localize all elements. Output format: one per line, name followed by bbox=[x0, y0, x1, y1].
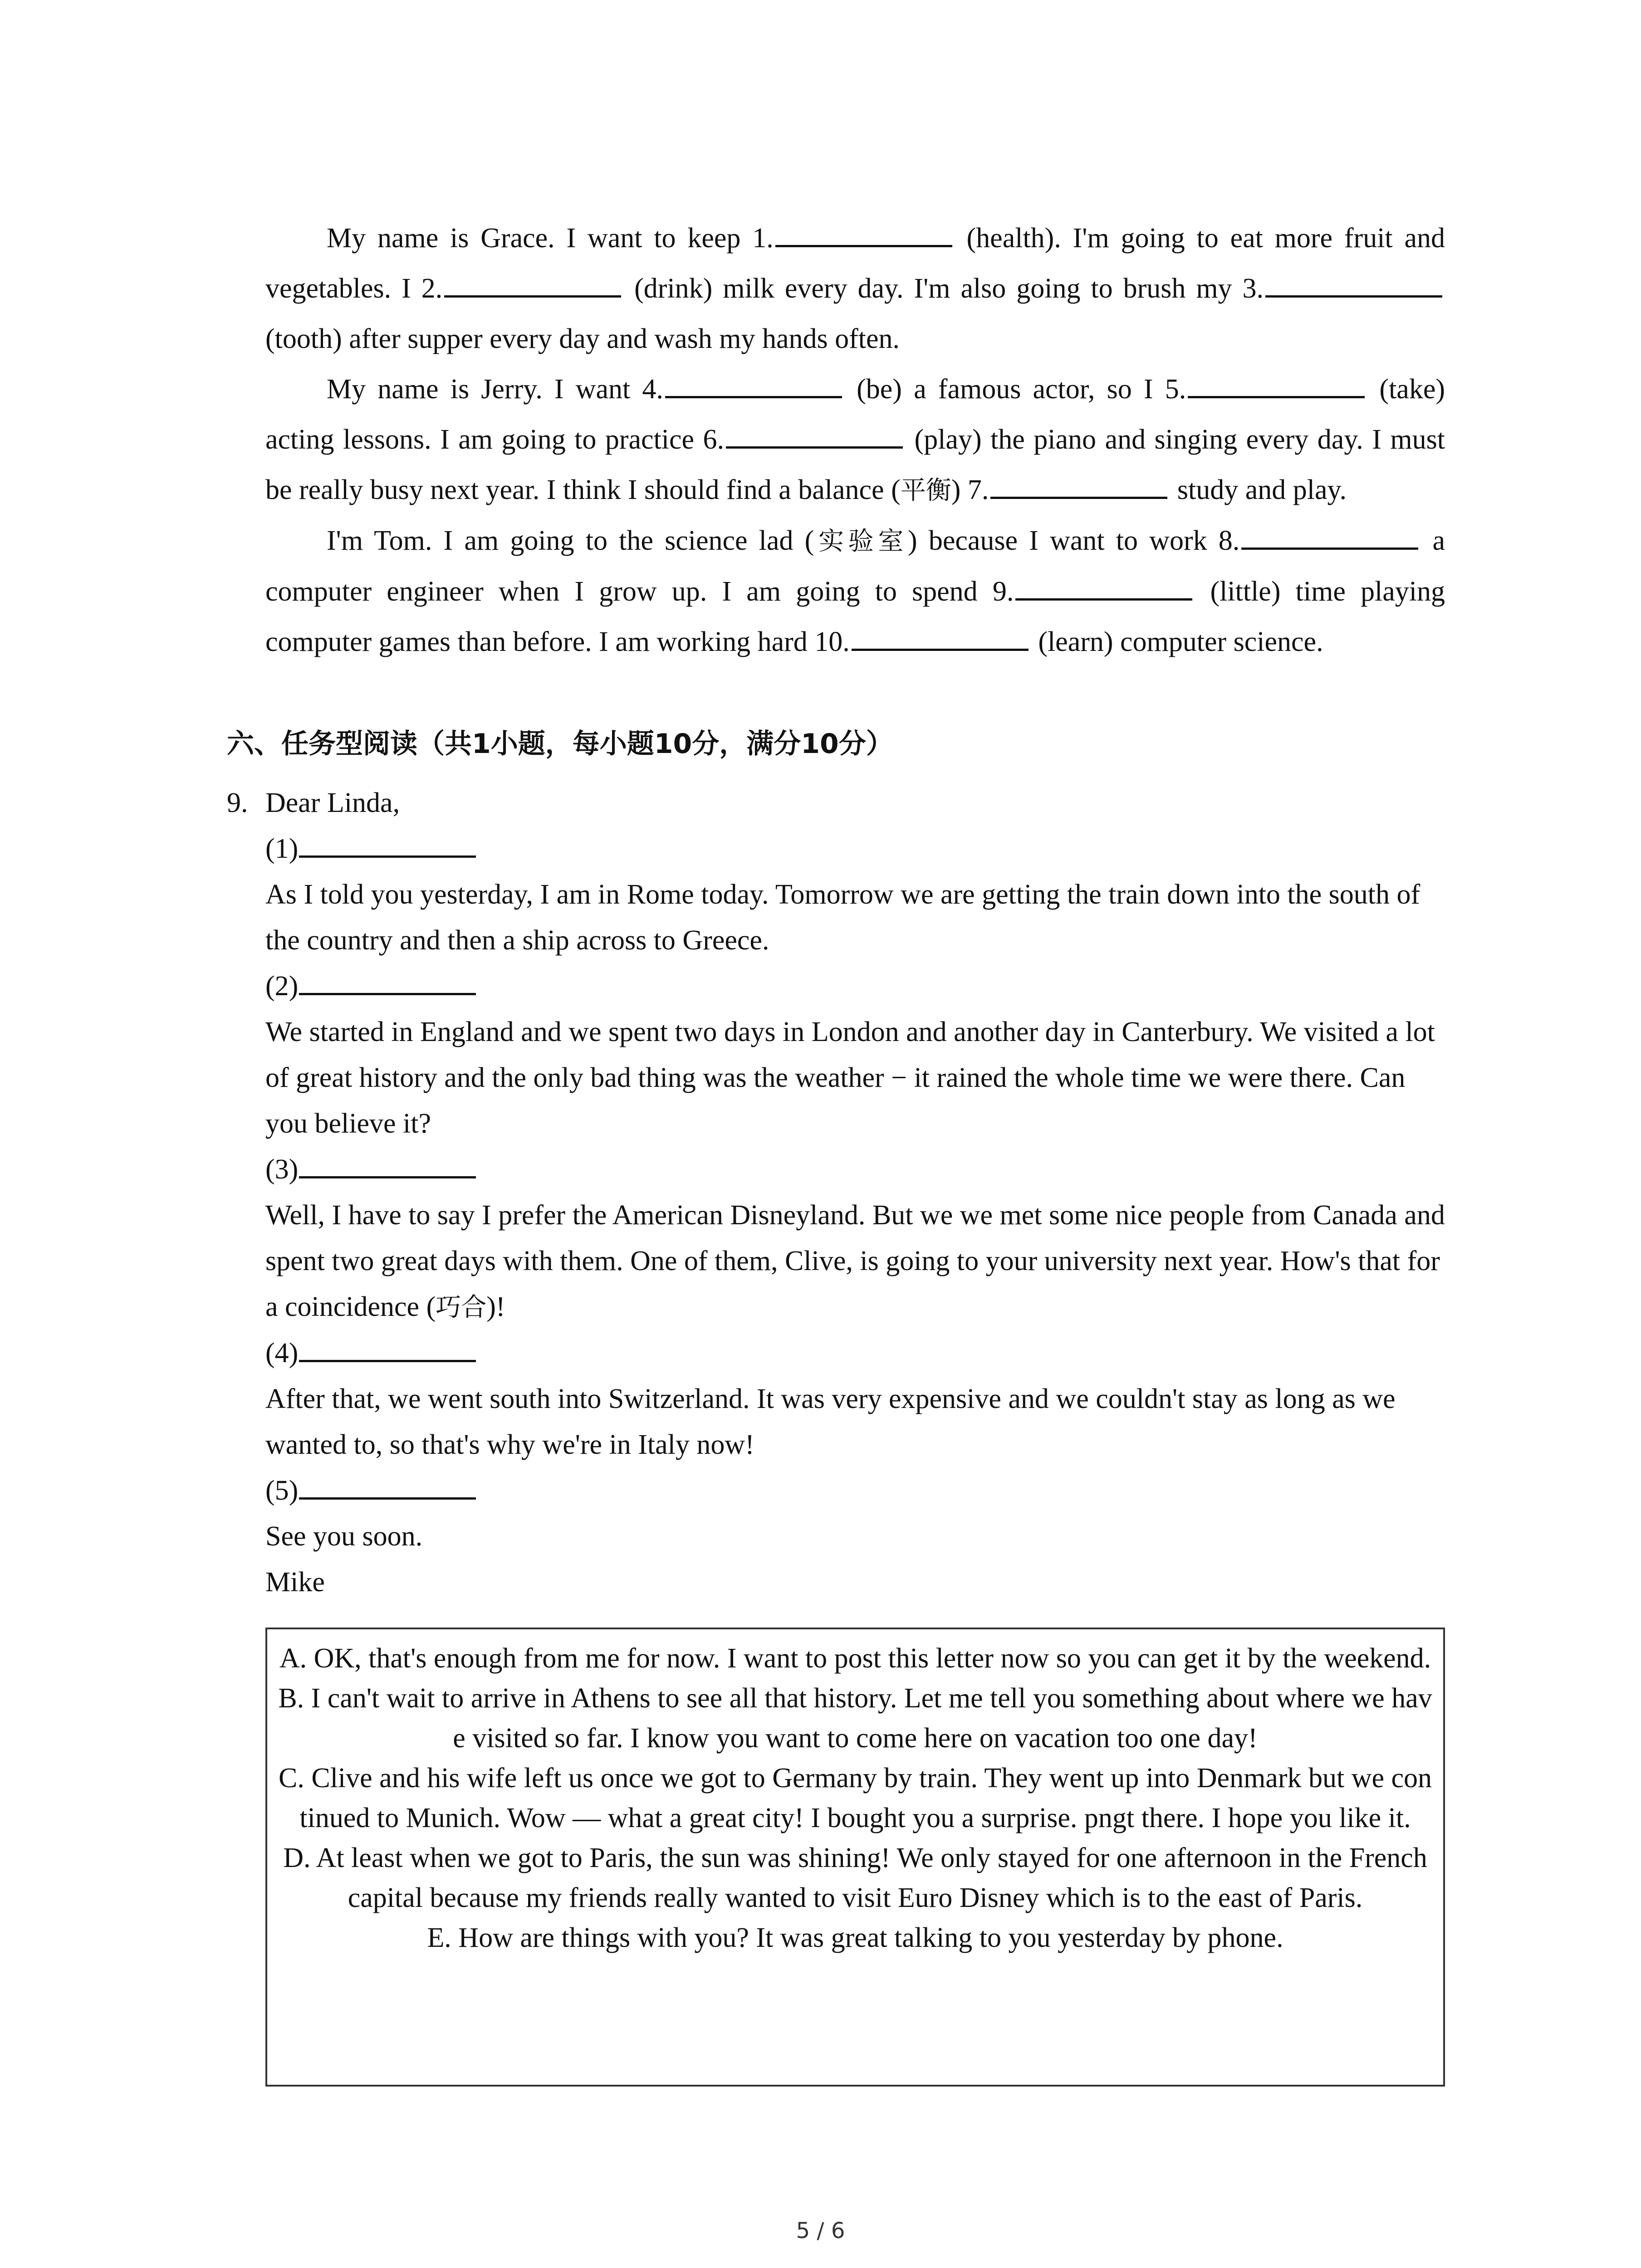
passage-text: (health). I'm going to eat more fruit and vegetables. I 2. bbox=[265, 223, 1445, 304]
passage-text: (take) acting lessons. I am going to practice 6. bbox=[265, 374, 1445, 455]
grace-paragraph bbox=[265, 213, 1445, 364]
signature: Mike bbox=[265, 1567, 325, 1598]
slot-4-blank[interactable] bbox=[299, 1332, 476, 1362]
jerry-paragraph bbox=[265, 364, 1445, 516]
passage-text: (be) a famous actor, so I 5. bbox=[844, 374, 1186, 405]
letter-paragraph: After that, we went south into Switzerland. It was very expensive and we couldn't stay as long as we wanted to, so that's why we're in Italy now! bbox=[265, 1383, 1396, 1460]
passage-text: (learn) computer science. bbox=[1031, 626, 1323, 657]
slot-1-blank[interactable] bbox=[299, 827, 476, 858]
letter-paragraph bbox=[265, 1193, 1447, 1330]
chinese-gloss: 实验室 bbox=[814, 527, 908, 556]
answer-blank-7[interactable] bbox=[990, 469, 1167, 499]
option-e: E. How are things with you? It was great talking to you yesterday by phone. bbox=[427, 1922, 1283, 1953]
slot-label: (4) bbox=[265, 1338, 299, 1369]
passage-text: My name is Grace. I want to keep 1. bbox=[327, 223, 774, 254]
slot-label: (5) bbox=[265, 1475, 299, 1506]
slot-label: (1) bbox=[265, 833, 299, 864]
answer-blank-8[interactable] bbox=[1241, 519, 1418, 550]
slot-2 bbox=[265, 963, 1447, 1009]
answer-blank-1[interactable] bbox=[775, 217, 952, 247]
answer-blank-4[interactable] bbox=[665, 368, 842, 398]
option-b: B. I can't wait to arrive in Athens to see all that history. Let me tell you something about where we have visited so far. I know you want to come here on vacation too one day! bbox=[278, 1683, 1432, 1754]
option-a: A. OK, that's enough from me for now. I want to post this letter now so you can get it by the weekend. bbox=[279, 1643, 1431, 1674]
slot-label: (3) bbox=[265, 1154, 299, 1185]
cloze-passage bbox=[265, 213, 1445, 667]
answer-blank-9[interactable] bbox=[1015, 570, 1192, 601]
salutation: Dear Linda, bbox=[265, 787, 400, 818]
passage-text: study and play. bbox=[1170, 474, 1347, 505]
slot-3 bbox=[265, 1147, 1447, 1193]
answer-blank-3[interactable] bbox=[1265, 267, 1442, 298]
slot-5 bbox=[265, 1468, 1447, 1514]
passage-text: (little) time playing computer games than before. I am working hard 10. bbox=[265, 576, 1445, 657]
options-box bbox=[265, 1628, 1445, 2087]
question-9 bbox=[227, 780, 1447, 1605]
letter-paragraph: As I told you yesterday, I am in Rome today. Tomorrow we are getting the train down into the south of the country and then a ship across to Greece. bbox=[265, 879, 1421, 956]
slot-1 bbox=[265, 826, 1447, 872]
chinese-gloss: 平衡 bbox=[900, 476, 951, 505]
letter-text: Well, I have to say I prefer the American Disneyland. But we we met some nice people from Canada and spent two great days with them. One of them, Clive, is going to your university next year. How's that for a coincidence ( bbox=[265, 1200, 1445, 1322]
answer-blank-5[interactable] bbox=[1188, 368, 1365, 398]
passage-text: ) because I want to work 8. bbox=[908, 525, 1240, 556]
passage-text: (drink) milk every day. I'm also going to brush my 3. bbox=[624, 273, 1264, 304]
slot-4 bbox=[265, 1330, 1447, 1376]
slot-2-blank[interactable] bbox=[299, 965, 476, 995]
passage-text: (tooth) after supper every day and wash my hands often. bbox=[265, 323, 900, 354]
section-heading: 六、任务型阅读（共1小题，每小题10分，满分10分） bbox=[227, 728, 893, 760]
passage-text: I'm Tom. I am going to the science lad ( bbox=[327, 525, 814, 556]
page-number: 5 / 6 bbox=[796, 2218, 845, 2244]
letter-text: )! bbox=[486, 1291, 505, 1322]
tom-paragraph bbox=[265, 516, 1445, 667]
passage-text: (play) the piano and singing every day. I must be really busy next year. I think I should find a balance ( bbox=[265, 424, 1445, 505]
salutation-line bbox=[227, 780, 1447, 826]
chinese-gloss: 巧合 bbox=[436, 1293, 487, 1322]
question-number: 9. bbox=[227, 787, 248, 818]
option-d: D. At least when we got to Paris, the sun was shining! We only stayed for one afternoon in the French capital because my friends really wanted to visit Euro Disney which is to the east of Paris. bbox=[283, 1843, 1427, 1913]
slot-3-blank[interactable] bbox=[299, 1148, 476, 1178]
slot-5-blank[interactable] bbox=[299, 1469, 476, 1500]
answer-blank-10[interactable] bbox=[852, 621, 1029, 651]
closing: See you soon. bbox=[265, 1521, 423, 1552]
answer-blank-6[interactable] bbox=[726, 418, 903, 449]
answer-blank-2[interactable] bbox=[444, 267, 621, 298]
letter-body bbox=[265, 826, 1447, 1605]
letter-paragraph: We started in England and we spent two days in London and another day in Canterbury. We visited a lot of great history and the only bad thing was the weather − it rained the whole time we were there. Can you believe it? bbox=[265, 1017, 1435, 1139]
passage-text: My name is Jerry. I want 4. bbox=[327, 374, 663, 405]
passage-text: a computer engineer when I grow up. I am going to spend 9. bbox=[265, 525, 1445, 607]
passage-text: ) 7. bbox=[951, 474, 989, 505]
option-c: C. Clive and his wife left us once we got to Germany by train. They went up into Denmark but we continued to Munich. Wow — what a great city! I bought you a surprise. pngt there. I hope you like it. bbox=[279, 1763, 1432, 1833]
slot-label: (2) bbox=[265, 971, 299, 1002]
